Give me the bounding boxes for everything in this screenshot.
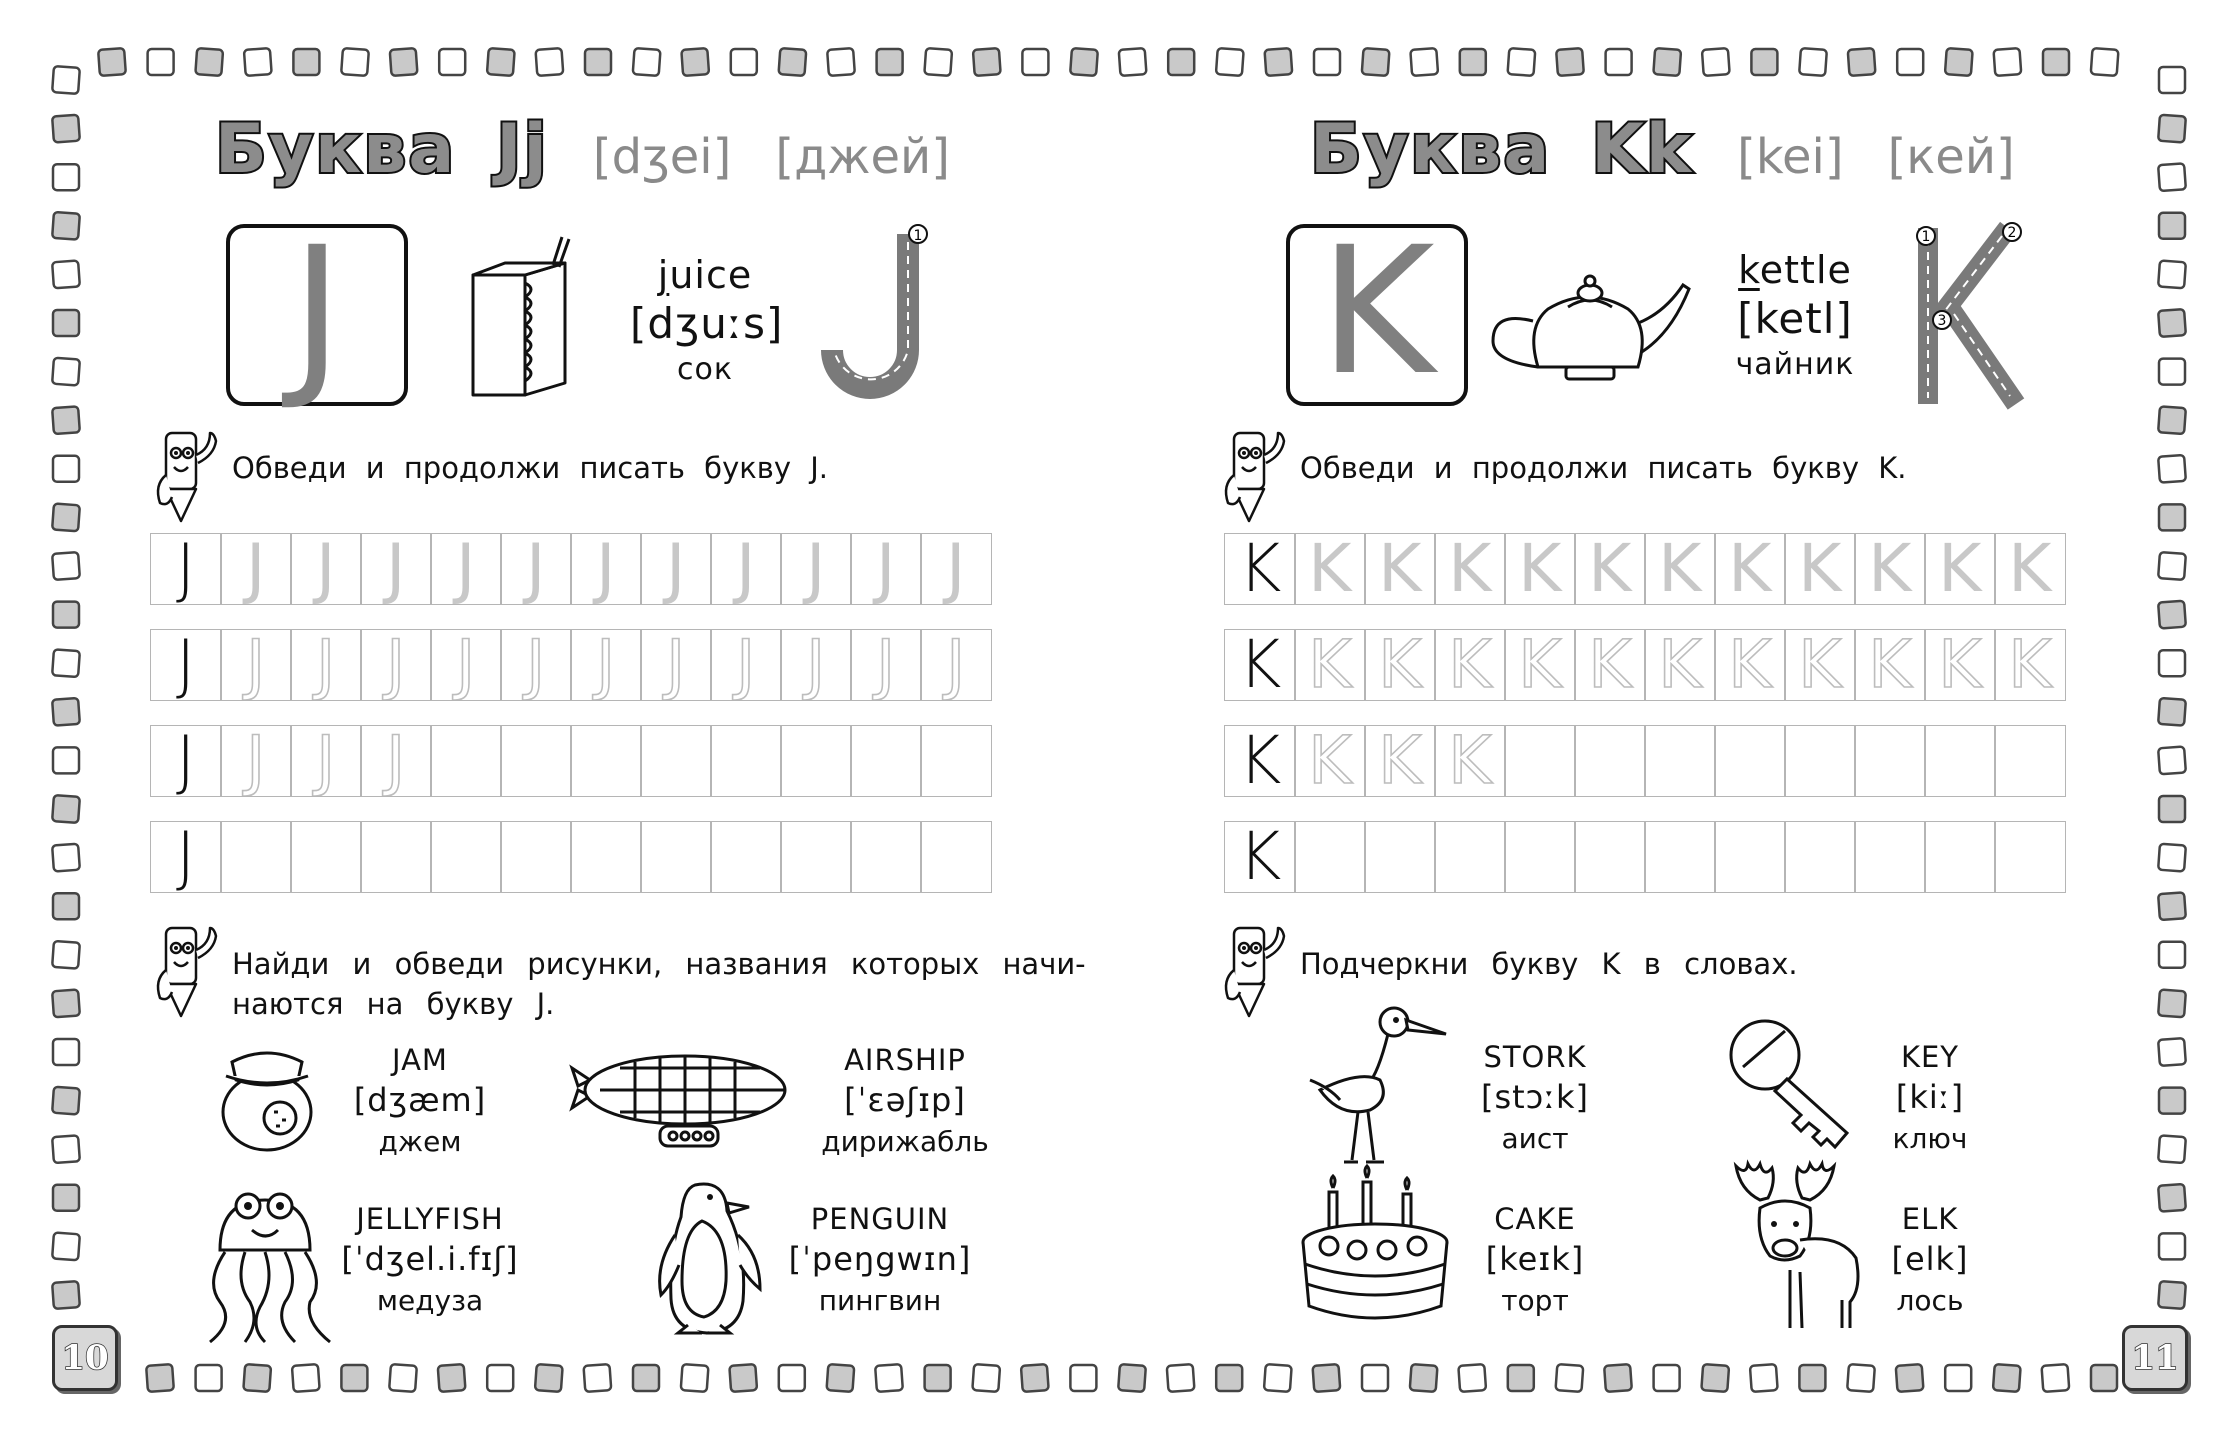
instruction-trace: Обведи и продолжи писать букву J. (232, 451, 828, 485)
tracing-cell: J (920, 533, 992, 605)
tracing-cell[interactable] (640, 725, 712, 797)
tracing-cell[interactable] (640, 821, 712, 893)
jellyfish-icon (190, 1180, 340, 1350)
tracing-cell[interactable] (1994, 725, 2066, 797)
key-icon (1725, 1015, 1865, 1155)
tracing-cell[interactable] (920, 725, 992, 797)
tracing-cell: J (360, 629, 432, 701)
tracing-cell: J (500, 629, 572, 701)
tracing-cell[interactable] (710, 725, 782, 797)
tracing-cell: J (150, 725, 222, 797)
picture-transcription: [stɔːk] (1480, 1078, 1590, 1116)
example-translation: сок (677, 352, 733, 387)
pencil-mascot-icon (152, 425, 222, 525)
tracing-cell[interactable] (290, 821, 362, 893)
frame-square (53, 747, 79, 773)
big-letter: K (1319, 209, 1435, 414)
tracing-cell[interactable] (1854, 821, 1926, 893)
tracing-cell: J (360, 533, 432, 605)
tracing-cell: J (710, 533, 782, 605)
picture-transcription: [ˈdʒel.i.fɪʃ] (341, 1240, 519, 1278)
frame-square (53, 310, 79, 336)
pencil-mascot-icon (1220, 425, 1290, 525)
tracing-cell: J (290, 629, 362, 701)
cake-icon (1295, 1180, 1455, 1330)
frame-square (52, 990, 80, 1018)
page-number (52, 1325, 118, 1391)
kettle-icon (1488, 255, 1698, 395)
tracing-cell[interactable] (850, 821, 922, 893)
picture-translation: пингвин (818, 1284, 942, 1317)
stroke-order-letter-j (830, 222, 950, 412)
title-word: Буква (1310, 110, 1552, 189)
tracing-cell[interactable] (920, 821, 992, 893)
stroke-number: 1 (1921, 229, 1931, 245)
frame-square (52, 261, 80, 289)
tracing-cell: K (1504, 629, 1576, 701)
picture-english: JAM (392, 1043, 448, 1077)
tracing-cell[interactable] (1364, 821, 1436, 893)
picture-translation: аист (1501, 1122, 1569, 1155)
jam-jar-icon (212, 1040, 322, 1155)
picture-word-jam (335, 1043, 505, 1158)
big-letter-box (226, 209, 408, 414)
tracing-cell[interactable] (1784, 821, 1856, 893)
instruction-find-line2: наются на букву J. (232, 987, 555, 1021)
big-letter-box (1286, 209, 1468, 414)
picture-english: JELLYFISH (356, 1202, 504, 1236)
tracing-cell: K (1784, 533, 1856, 605)
tracing-cell: J (430, 533, 502, 605)
stork-icon (1300, 1000, 1450, 1170)
picture-word-penguin (780, 1202, 980, 1317)
frame-square (52, 406, 80, 434)
frame-square (52, 66, 80, 94)
tracing-cell[interactable] (1644, 725, 1716, 797)
tracing-cell: K (1364, 725, 1436, 797)
stroke-order-letter-k (1898, 222, 2028, 407)
airship-icon (560, 1050, 800, 1150)
frame-square (52, 1281, 80, 1309)
tracing-grid (150, 533, 1008, 895)
tracing-cell: K (1434, 533, 1506, 605)
tracing-cell[interactable] (1924, 821, 1996, 893)
frame-square (52, 552, 80, 580)
tracing-cell[interactable] (850, 725, 922, 797)
tracing-grid (1224, 533, 2082, 895)
frame-square (52, 504, 80, 532)
tracing-cell: K (1434, 725, 1506, 797)
frame-square (53, 893, 79, 919)
tracing-cell[interactable] (360, 821, 432, 893)
instruction-underline: Подчеркни букву K в словах. (1300, 947, 1798, 981)
tracing-row (1224, 533, 2066, 605)
frame-square (53, 456, 79, 482)
stroke-number: 2 (2007, 225, 2017, 241)
tracing-cell: J (850, 629, 922, 701)
tracing-cell: J (570, 629, 642, 701)
tracing-cell: J (570, 533, 642, 605)
tracing-cell: J (150, 821, 222, 893)
tracing-row (1224, 725, 2066, 797)
tracing-cell[interactable] (500, 725, 572, 797)
tracing-cell: J (220, 629, 292, 701)
tracing-cell[interactable] (1714, 725, 1786, 797)
frame-square (52, 115, 80, 143)
tracing-cell: J (150, 533, 222, 605)
tracing-cell[interactable] (1294, 821, 1366, 893)
picture-translation: торт (1501, 1284, 1569, 1317)
picture-transcription: [elk] (1891, 1240, 1969, 1278)
tracing-cell: K (1854, 629, 1926, 701)
tracing-cell: J (640, 629, 712, 701)
tracing-cell: K (1574, 629, 1646, 701)
pencil-mascot-icon (1220, 920, 1290, 1020)
tracing-cell: K (1994, 629, 2066, 701)
tracing-cell: J (150, 629, 222, 701)
picture-transcription: [dʒæm] (353, 1081, 487, 1119)
title-letter: Kk (1591, 110, 1694, 189)
picture-transcription: [ˈpeŋgwɪn] (788, 1240, 972, 1278)
picture-word-jellyfish (330, 1202, 530, 1317)
tracing-cell[interactable] (1574, 821, 1646, 893)
tracing-cell: J (500, 533, 572, 605)
tracing-cell[interactable] (1924, 725, 1996, 797)
picture-translation: лось (1896, 1284, 1964, 1317)
tracing-row (150, 725, 992, 797)
tracing-cell: K (1294, 725, 1366, 797)
frame-square (52, 795, 80, 823)
page-letter-k (1190, 0, 2232, 1445)
frame-square (52, 941, 80, 969)
example-transcription: [dʒuːs] (630, 299, 784, 348)
letter-transcription-en: [dʒei] (592, 129, 732, 186)
tracing-cell: K (1644, 629, 1716, 701)
tracing-cell: K (1574, 533, 1646, 605)
example-translation: чайник (1735, 347, 1855, 382)
tracing-cell[interactable] (780, 821, 852, 893)
frame-square (52, 212, 80, 240)
frame-square (52, 358, 80, 386)
tracing-cell[interactable] (1784, 725, 1856, 797)
instruction-find (232, 944, 1086, 1024)
tracing-cell: K (1224, 725, 1296, 797)
tracing-cell: K (1434, 629, 1506, 701)
example-first-letter: k (1738, 248, 1760, 292)
picture-english: KEY (1900, 1040, 1960, 1074)
picture-english: PENGUIN (810, 1202, 950, 1236)
tracing-cell[interactable] (1644, 821, 1716, 893)
picture-word-stork (1450, 1040, 1620, 1155)
tracing-cell: J (290, 533, 362, 605)
letter-transcription-ru: [джей] (775, 129, 950, 186)
tracing-cell: K (1224, 629, 1296, 701)
letter-transcription-en: [kei] (1737, 129, 1844, 186)
tracing-cell: J (710, 629, 782, 701)
frame-square (52, 1087, 80, 1115)
picture-word-cake (1450, 1202, 1620, 1317)
tracing-cell[interactable] (1714, 821, 1786, 893)
tracing-cell[interactable] (1504, 821, 1576, 893)
frame-square (53, 164, 79, 190)
page-number (2122, 1325, 2188, 1391)
tracing-cell[interactable] (570, 821, 642, 893)
penguin-icon (650, 1175, 770, 1340)
title-word: Буква (215, 110, 457, 189)
tracing-row (150, 533, 992, 605)
tracing-cell[interactable] (220, 821, 292, 893)
tracing-cell: K (1994, 533, 2066, 605)
frame-square (52, 649, 80, 677)
tracing-cell: J (640, 533, 712, 605)
frame-square (53, 602, 79, 628)
tracing-cell: K (1224, 533, 1296, 605)
instruction-trace: Обведи и продолжи писать букву K. (1300, 451, 1907, 485)
picture-word-airship (800, 1043, 1010, 1158)
frame-square (53, 1185, 79, 1211)
tracing-cell: K (1714, 533, 1786, 605)
tracing-cell: K (1924, 629, 1996, 701)
tracing-cell: K (1294, 533, 1366, 605)
picture-translation: ключ (1892, 1122, 1968, 1155)
tracing-cell: K (1364, 533, 1436, 605)
tracing-cell: K (1364, 629, 1436, 701)
picture-word-elk (1870, 1202, 1990, 1317)
frame-square (52, 698, 80, 726)
tracing-row (1224, 629, 2066, 701)
elk-icon (1730, 1160, 1870, 1330)
picture-translation: дирижабль (821, 1125, 989, 1158)
stroke-number: 3 (1937, 313, 1947, 329)
tracing-cell: J (850, 533, 922, 605)
tracing-cell[interactable] (1434, 821, 1506, 893)
tracing-cell: J (220, 725, 292, 797)
tracing-cell: K (1854, 533, 1926, 605)
tracing-cell: J (920, 629, 992, 701)
tracing-cell[interactable] (1994, 821, 2066, 893)
picture-translation: джем (378, 1125, 462, 1158)
example-word (1720, 248, 1870, 382)
page-title (1310, 104, 2015, 189)
letter-transcription-ru: [кей] (1887, 129, 2015, 186)
example-word-rest: uice (669, 253, 753, 297)
tracing-cell: J (360, 725, 432, 797)
picture-english: AIRSHIP (844, 1043, 966, 1077)
example-word (630, 253, 784, 387)
pencil-mascot-icon (152, 920, 222, 1020)
picture-english: STORK (1483, 1040, 1587, 1074)
frame-square (52, 1135, 80, 1163)
picture-transcription: [ˈɛəʃɪp] (844, 1081, 966, 1119)
big-letter: J (291, 209, 343, 414)
tracing-cell[interactable] (1574, 725, 1646, 797)
tracing-row (1224, 821, 2066, 893)
tracing-cell: J (780, 533, 852, 605)
example-word-rest: ettle (1759, 248, 1852, 292)
page-number-text: 10 (61, 1338, 109, 1378)
frame-square (53, 1039, 79, 1065)
tracing-cell: K (1294, 629, 1366, 701)
tracing-cell: J (780, 629, 852, 701)
tracing-cell: K (1644, 533, 1716, 605)
tracing-row (150, 821, 992, 893)
tracing-cell[interactable] (780, 725, 852, 797)
tracing-cell: K (1924, 533, 1996, 605)
tracing-cell: J (290, 725, 362, 797)
example-first-letter: j (657, 253, 670, 297)
frame-square (52, 844, 80, 872)
instruction-find-line1: Найди и обведи рисунки, названия которых начи- (232, 947, 1086, 981)
tracing-cell: J (430, 629, 502, 701)
page-letter-j (61, 0, 1200, 1445)
tracing-cell[interactable] (710, 821, 782, 893)
tracing-cell: J (220, 533, 292, 605)
stroke-number: 1 (913, 228, 923, 244)
picture-word-key (1870, 1040, 1990, 1155)
picture-transcription: [kiː] (1895, 1078, 1965, 1116)
picture-english: CAKE (1494, 1202, 1576, 1236)
frame-square (52, 1233, 80, 1261)
tracing-cell: K (1714, 629, 1786, 701)
picture-english: ELK (1901, 1202, 1959, 1236)
tracing-cell[interactable] (1504, 725, 1576, 797)
tracing-cell[interactable] (430, 725, 502, 797)
example-transcription: [ketl] (1737, 294, 1853, 343)
tracing-cell[interactable] (430, 821, 502, 893)
picture-translation: медуза (376, 1284, 484, 1317)
tracing-cell[interactable] (500, 821, 572, 893)
tracing-cell: K (1784, 629, 1856, 701)
picture-transcription: [keɪk] (1485, 1240, 1585, 1278)
tracing-row (150, 629, 992, 701)
tracing-cell: K (1224, 821, 1296, 893)
page-number-text: 11 (2131, 1338, 2179, 1378)
juice-box-icon (465, 235, 595, 400)
tracing-cell[interactable] (570, 725, 642, 797)
page-title (215, 104, 950, 189)
tracing-cell[interactable] (1854, 725, 1926, 797)
title-letter: Jj (496, 110, 549, 189)
tracing-cell: K (1504, 533, 1576, 605)
